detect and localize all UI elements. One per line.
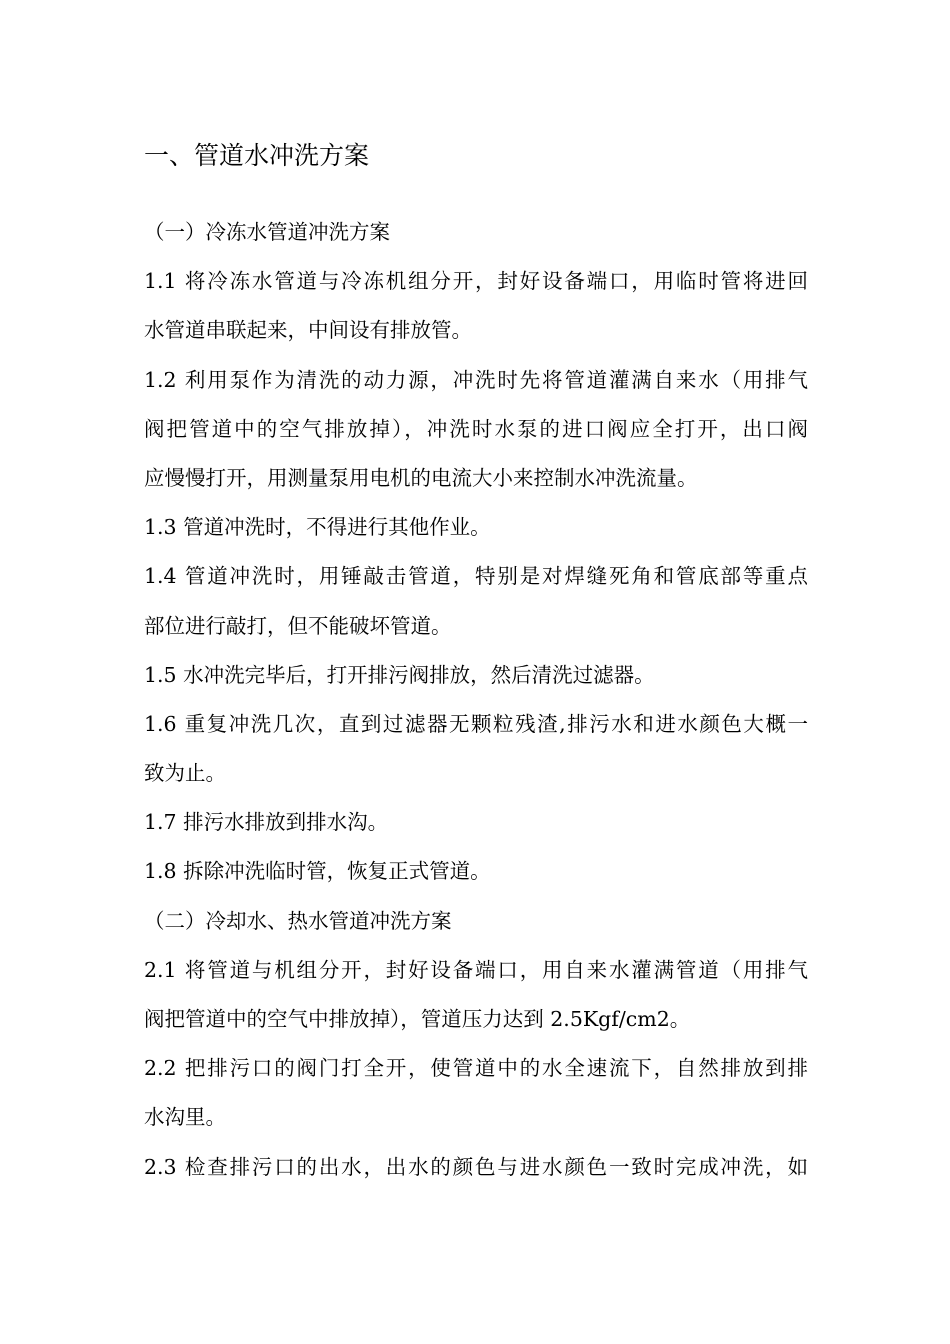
document-title: 一、管道水冲洗方案	[144, 141, 370, 170]
paragraph-line: 阀把管道中的空气中排放掉），管道压力达到 2.5Kgf/cm2。	[144, 1007, 691, 1031]
section-heading: （一）冷冻水管道冲洗方案	[144, 220, 390, 244]
paragraph-line: 部位进行敲打，但不能破坏管道。	[144, 613, 452, 638]
paragraph-line: 1.7 排污水排放到排水沟。	[144, 810, 389, 835]
document-body	[144, 208, 808, 1192]
paragraph-line: 水管道串联起来，中间设有排放管。	[144, 318, 472, 343]
paragraph-line: 1.6 重复冲洗几次，直到过滤器无颗粒残渣,排污水和进水颜色大概一	[144, 711, 808, 736]
paragraph-line: 2.2 把排污口的阀门打全开，使管道中的水全速流下，自然排放到排	[144, 1056, 808, 1081]
paragraph-line: 1.3 管道冲洗时，不得进行其他作业。	[144, 515, 491, 540]
paragraph-line: 1.2 利用泵作为清洗的动力源，冲洗时先将管道灌满自来水（用排气	[144, 367, 808, 392]
paragraph-line: 1.5 水冲洗完毕后，打开排污阀排放，然后清洗过滤器。	[144, 662, 655, 687]
paragraph-line: 2.1 将管道与机组分开，封好设备端口，用自来水灌满管道（用排气	[144, 957, 808, 982]
paragraph-line: 致为止。	[144, 761, 226, 786]
paragraph-line: 1.8 拆除冲洗临时管，恢复正式管道。	[144, 859, 491, 884]
paragraph-line: 水沟里。	[144, 1105, 226, 1130]
paragraph-line: 1.1 将冷冻水管道与冷冻机组分开，封好设备端口，用临时管将进回	[144, 269, 808, 294]
section-heading: （二）冷却水、热水管道冲洗方案	[144, 908, 452, 933]
paragraph-line: 应慢慢打开，用测量泵用电机的电流大小来控制水冲洗流量。	[144, 465, 698, 490]
paragraph-line: 阀把管道中的空气排放掉），冲洗时水泵的进口阀应全打开，出口阀	[144, 416, 808, 441]
paragraph-line: 1.4 管道冲洗时，用锤敲击管道，特别是对焊缝死角和管底部等重点	[144, 564, 808, 589]
paragraph-line: 2.3 检查排污口的出水，出水的颜色与进水颜色一致时完成冲洗，如	[144, 1154, 808, 1179]
